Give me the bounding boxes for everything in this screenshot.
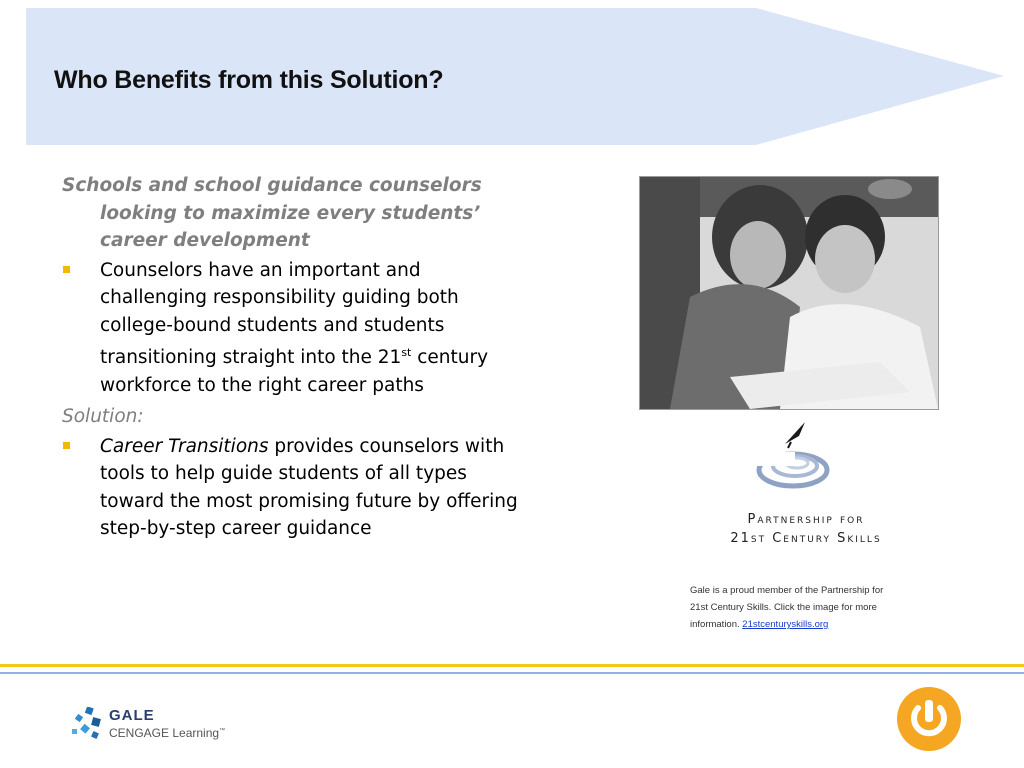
footer-divider-gold (0, 664, 1024, 667)
gale-wordmark: GALE (109, 707, 155, 724)
bullet-item-solution (62, 433, 532, 543)
bullet-text: Counselors have an important and challenging responsibility guiding both college-bound students and students transitioning straight into the 21st century workforce to the right career paths (100, 259, 489, 396)
partnership-swoosh-logo[interactable] (755, 422, 831, 494)
solution-heading: Solution: (62, 406, 144, 428)
audience-heading: Schools and school guidance counselors looking to maximize every students’ career development (62, 175, 482, 251)
footer-divider-blue (0, 672, 1024, 674)
counselor-student-photo (639, 176, 939, 410)
bullet-item-counselors (62, 257, 532, 400)
gale-dots-icon (72, 707, 104, 741)
partnership-note: Gale is a proud member of the Partnership for 21st Century Skills. Click the image for more information. 21stcenturyskills.org (690, 585, 884, 630)
partnership-name: Partnership for 21st Century Skills (730, 512, 882, 546)
content-body (62, 172, 532, 547)
power-icon[interactable] (896, 686, 962, 752)
gale-cengage-logo (72, 705, 232, 745)
partnership-link[interactable]: 21stcenturyskills.org (742, 619, 829, 630)
square-bullet-icon (63, 442, 70, 449)
square-bullet-icon (63, 266, 70, 273)
slide-title: Who Benefits from this Solution? (54, 66, 444, 94)
cengage-learning-label: CENGAGE Learning™ (109, 726, 226, 740)
bullet-text: Career Transitions provides counselors with tools to help guide students of all types toward the most promising future by offering step-by-step career guidance (100, 435, 518, 540)
